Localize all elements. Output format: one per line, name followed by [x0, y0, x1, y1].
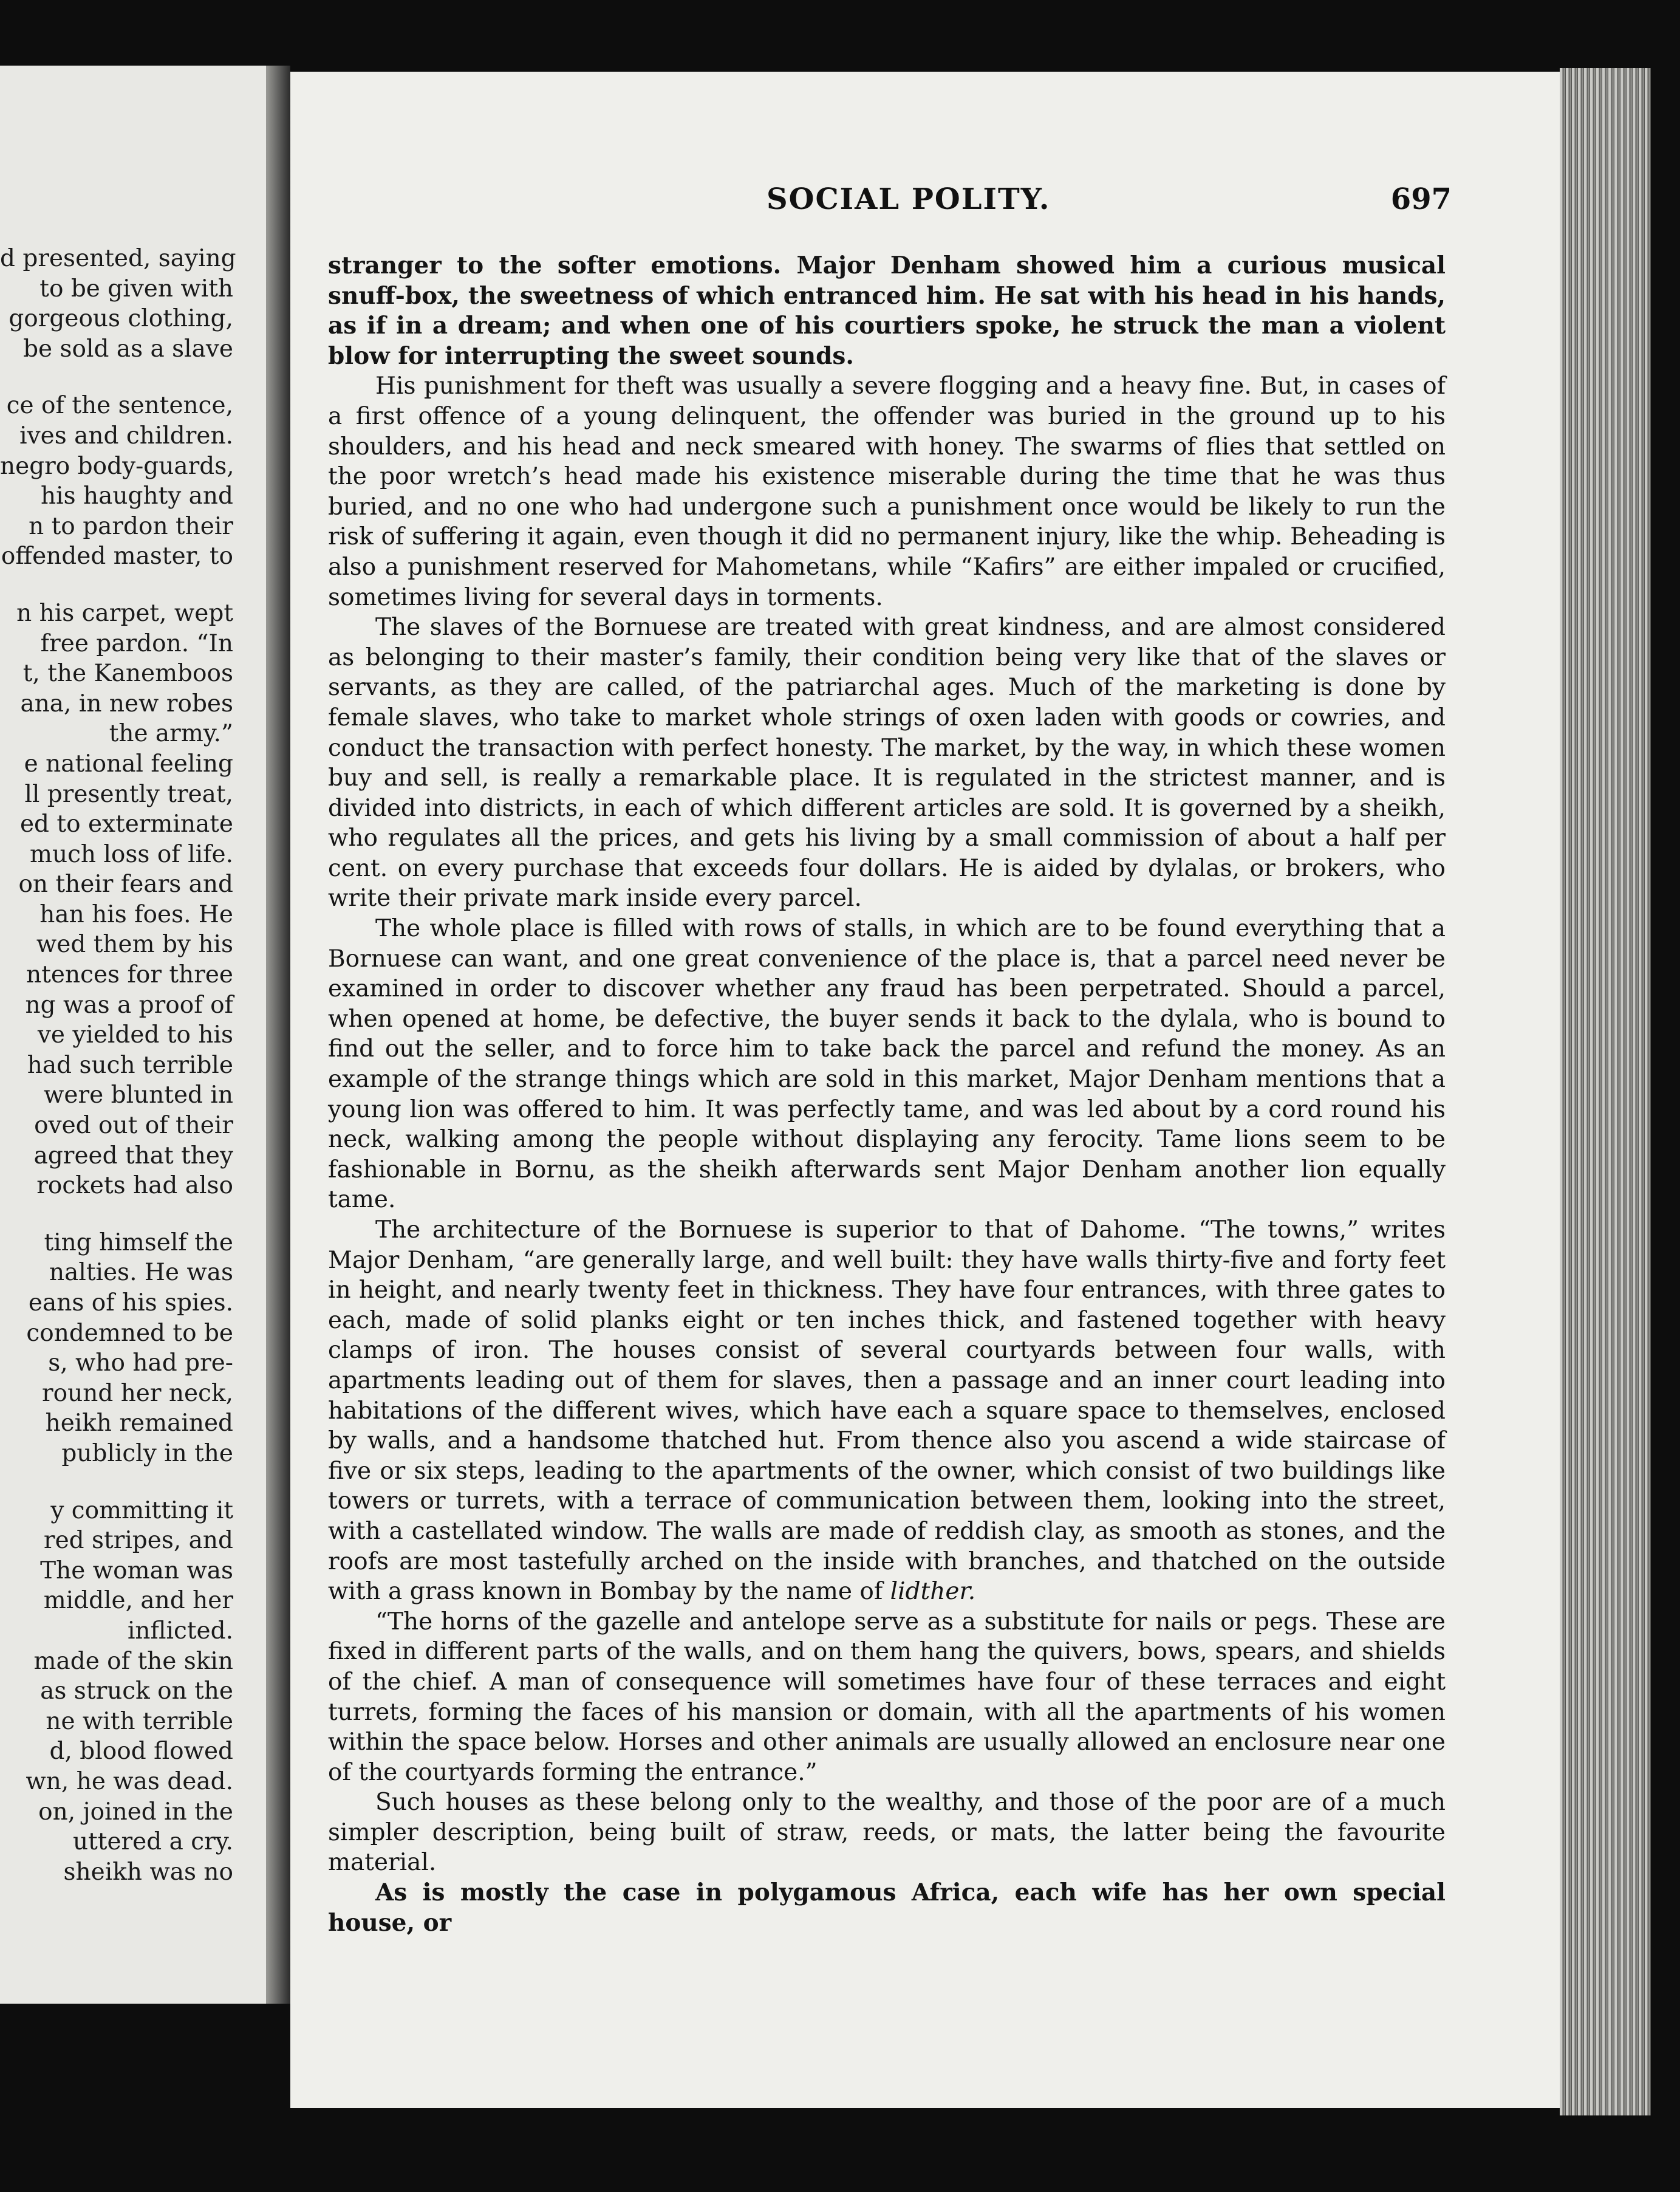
- facing-page-line: heikh remained: [45, 1409, 233, 1437]
- line-gap: [0, 364, 266, 391]
- paragraph: [328, 1215, 1446, 1607]
- facing-page-line: agreed that they: [33, 1142, 233, 1170]
- facing-page-line: middle, and her: [43, 1587, 233, 1615]
- facing-page-line: on their fears and: [18, 871, 233, 899]
- paragraph: stranger to the softer emotions. Major Denham showed him a curious musical snuff-box, the sweetness of which entranced him. He sat with his head in his hands, as if in a dream; and when one of his courtiers spoke, he struck the man a violent blow for interrupting the sweet sounds.: [328, 252, 1446, 370]
- facing-page-line: y committing it: [50, 1496, 233, 1524]
- facing-page-line: ne with terrible: [46, 1707, 233, 1735]
- facing-page-line: s, who had pre-: [48, 1349, 233, 1377]
- facing-page-line: ives and children.: [19, 422, 233, 450]
- facing-page-line: ting himself the: [44, 1228, 233, 1256]
- paragraph-text: The architecture of the Bornuese is superior to that of Dahome. “The towns,” writes Major Denham, “are generally large, and well built: they have walls thirty-five and forty feet in height, and nearly twenty feet in thickness. They have four entrances, with three gates to each, made of solid planks eight or ten inches thick, and fastened together with heavy clamps of iron. The houses consist of several courtyards between four walls, with apartments leading out of them for slaves, then a passage and an inner court leading into habitations of the different wives, which have each a square space to themselves, enclosed by walls, and a handsome thatched hut. From thence also you ascend a wide staircase of five or six steps, leading to the apartments of the owner, which consist of two buildings like towers or turrets, with a terrace of communication between them, looking into the street, with a castellated window. The walls are made of reddish clay, as smooth as stones, and the roofs are most tastefully arched on the inside with branches, and thatched on the outside with a grass known in Bombay by the name of: [328, 1216, 1446, 1606]
- italic-word: lidther.: [890, 1578, 976, 1606]
- facing-page-line: wn, he was dead.: [26, 1767, 233, 1795]
- paragraph: As is mostly the case in polygamous Africa, each wife has her own special house, or: [328, 1879, 1446, 1937]
- facing-page-line: gorgeous clothing,: [9, 305, 233, 333]
- paragraph: Such houses as these belong only to the wealthy, and those of the poor are of a much simpler description, being built of straw, reeds, or mats, the latter being the favourite material.: [328, 1789, 1446, 1877]
- facing-page-line: d, blood flowed: [49, 1738, 233, 1766]
- facing-page-line: ana, in new robes: [20, 690, 233, 718]
- facing-page-line: publicly in the: [61, 1439, 233, 1467]
- facing-page-line: as struck on the: [40, 1677, 233, 1705]
- facing-page-line: The woman was: [40, 1557, 233, 1584]
- facing-page-line: t, the Kanemboos: [22, 660, 233, 688]
- line-gap: [0, 572, 266, 598]
- facing-page-line: n his carpet, wept: [16, 599, 233, 627]
- facing-page-line: d presented, saying: [0, 245, 236, 272]
- facing-page-line: wed them by his: [36, 931, 233, 959]
- running-title: SOCIAL POLITY.: [767, 182, 1051, 216]
- facing-page-line: han his foes. He: [39, 900, 233, 928]
- facing-page-line: on, joined in the: [38, 1798, 233, 1826]
- facing-page-line: red stripes, and: [43, 1527, 233, 1555]
- line-gap: [0, 1469, 266, 1496]
- facing-page-line: sheikh was no: [63, 1858, 233, 1886]
- page-number: 697: [1390, 182, 1452, 216]
- facing-page-line: his haughty and: [40, 482, 233, 510]
- facing-page-line: much loss of life.: [29, 840, 233, 868]
- body-text: [328, 251, 1446, 1938]
- facing-page-line: ve yielded to his: [37, 1021, 233, 1049]
- facing-page-line: round her neck,: [41, 1379, 233, 1407]
- facing-page-line: eans of his spies.: [28, 1289, 233, 1317]
- paragraph: The slaves of the Bornuese are treated with great kindness, and are almost considered as belonging to their master’s family, their condition being very like that of the slaves or servants, as they are called, of the patriarchal ages. Much of the marketing is done by female slaves, who take to market whole strings of oxen laden with goods or cowries, and conduct the transaction with perfect honesty. The market, by the way, in which these women buy and sell, is really a remarkable place. It is regulated in the strictest manner, and is divided into districts, in each of which different articles are sold. It is governed by a sheikh, who regulates all the prices, and gets his living by a small commission of about a half per cent. on every purchase that exceeds four dollars. He is aided by dylalas, or brokers, who write their private mark inside every parcel.: [328, 614, 1446, 913]
- paragraph: “The horns of the gazelle and antelope serve as a substitute for nails or pegs. These are fixed in different parts of the walls, and on them hang the quivers, bows, spears, and shields of the chief. A man of consequence will sometimes have four of these terraces and eight turrets, forming the faces of his mansion or domain, with all the apartments of his women within the space below. Horses and other animals are usually allowed an enclosure near one of the courtyards forming the entrance.”: [328, 1608, 1446, 1786]
- facing-page-line: condemned to be: [26, 1319, 233, 1347]
- paragraph: His punishment for theft was usually a severe flogging and a heavy fine. But, in cases of a first offence of a young delinquent, the offender was buried in the ground up to his shoulders, and his head and neck smeared with honey. The swarms of flies that settled on the poor wretch’s head made his existence miserable during the time that he was thus buried, and no one who had undergone such a punishment once would be likely to run the risk of suffering it again, even though it did no permanent injury, like the whip. Beheading is also a punishment reserved for Mahometans, while “Kafirs” are either impaled or crucified, sometimes living for several days in torments.: [328, 372, 1446, 611]
- facing-page-line: uttered a cry.: [72, 1828, 233, 1856]
- facing-page-line: the army.”: [109, 720, 233, 748]
- facing-page-line: free pardon. “In: [40, 629, 233, 657]
- facing-page-line: ntences for three: [26, 961, 233, 989]
- page-header: [328, 182, 1452, 219]
- book-gutter: [266, 66, 290, 2004]
- facing-page-line: e national feeling: [24, 750, 233, 778]
- facing-page-line: had such terrible: [27, 1051, 233, 1079]
- paragraph: The whole place is filled with rows of stalls, in which are to be found everything that a Bornuese can want, and one great convenience of the place is, that a parcel need never be examined in order to discover whether any fraud has been perpetrated. Should a parcel, when opened at home, be defective, the buyer sends it back to the dylala, who is bound to find out the seller, and to force him to take back the parcel and refund the money. As an example of the strange things which are sold in this market, Major Denham mentions that a young lion was offered to him. It was perfectly tame, and was led about by a cord round his neck, walking among the people without displaying any ferocity. Tame lions seem to be fashionable in Bornu, as the sheikh afterwards sent Major Denham another lion equally tame.: [328, 915, 1446, 1214]
- line-gap: [0, 1201, 266, 1228]
- facing-page-text: [0, 244, 266, 1887]
- facing-page-line: to be given with: [39, 275, 233, 303]
- facing-page-line: rockets had also: [36, 1172, 233, 1200]
- facing-page-line: ed to exterminate: [19, 810, 233, 838]
- facing-page-line: were blunted in: [44, 1081, 233, 1109]
- facing-page-line: ll presently treat,: [24, 780, 233, 808]
- facing-page-line: be sold as a slave: [23, 335, 233, 363]
- facing-page-line: offended master, to: [1, 543, 233, 570]
- facing-page-line: inflicted.: [127, 1617, 233, 1645]
- page-edges: [1560, 68, 1651, 2115]
- facing-page-line: n to pardon their: [29, 512, 233, 540]
- facing-page-line: oved out of their: [34, 1112, 233, 1140]
- facing-page-line: made of the skin: [33, 1647, 233, 1675]
- facing-page-line: negro body-guards,: [0, 452, 234, 480]
- facing-page-line: ce of the sentence,: [6, 392, 233, 420]
- facing-page: [0, 66, 266, 2004]
- facing-page-line: nalties. He was: [49, 1259, 233, 1287]
- facing-page-line: ng was a proof of: [25, 991, 233, 1019]
